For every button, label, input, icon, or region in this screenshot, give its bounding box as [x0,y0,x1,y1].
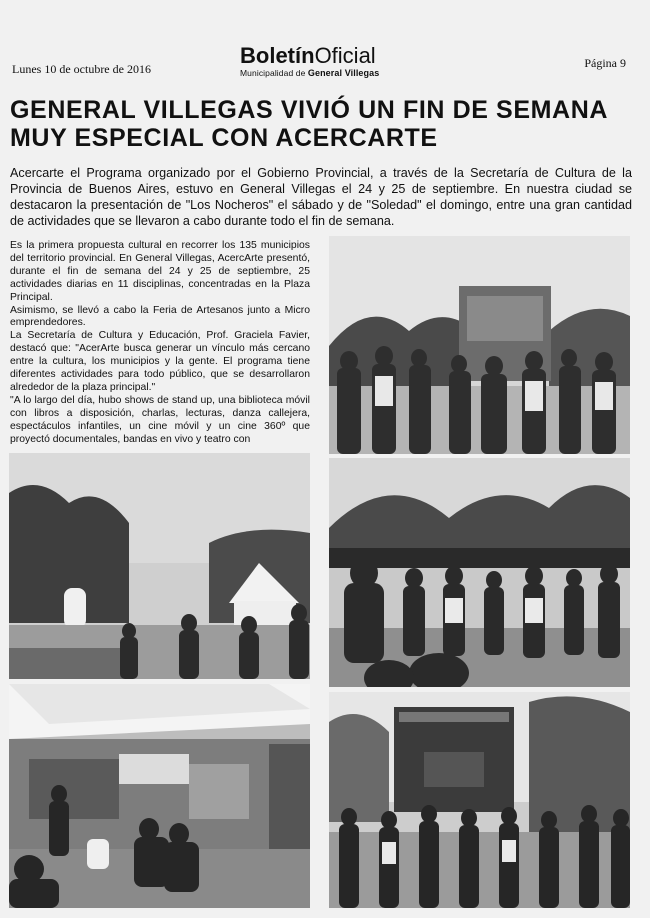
masthead-subtitle [240,68,400,78]
photo-dancing-crowd [329,458,630,687]
body-paragraph: Asimismo, se llevó a cabo la Feria de Artesanos junto a Micro emprendedores. [10,304,310,329]
masthead-subtitle-name: General Villegas [307,68,380,78]
photo-library-tent [9,684,310,908]
article-body [10,240,310,447]
masthead-subtitle-prefix: Municipalidad de [240,68,306,78]
article-headline: GENERAL VILLEGAS VIVIÓ UN FIN DE SEMANA MUY ESPECIAL CON ACERCARTE [10,96,608,152]
masthead-logo [240,44,400,78]
issue-date: Lunes 10 de octubre de 2016 [12,62,151,76]
article-lead: Acercarte el Programa organizado por el Gobierno Provincial, a través de la Secretaría de Cultura de la Provincia de Buenos Aires, estuvo en General Villegas el 24 y 25 de septiembre. En nuestra ciudad se destacaron la presentación de "Los Nocheros" el sábado y de "Soledad" el domingo, entre una gran cantidad de actividades que se llevaron a cabo durante todo el fin de semana. [10,166,632,228]
photo-stage-crowd [329,236,630,454]
body-paragraph: Es la primera propuesta cultural en recorrer los 135 municipios del territorio provincial. En General Villegas, AcercArte presentó, durante el fin de semana del 24 y 25 de septiembre, 25 actividades diarias en 11 disciplinas, concentradas en la Plaza Principal. [10,240,310,303]
masthead-title-bold: Boletín [240,43,315,68]
body-paragraph: La Secretaría de Cultura y Educación, Prof. Graciela Favier, destacó que: "AcerArte busca generar un vínculo más cercano entre la cultura, los municipios y la gente. El programa tiene diferentes actividades para todo público, que se desarrollaron alrededor de la plaza principal." [10,330,310,393]
photo-plaza-tents [9,453,310,679]
photo-concert-stage [329,692,630,908]
masthead-title-light: Oficial [314,43,376,68]
body-paragraph: "A lo largo del día, hubo shows de stand up, una biblioteca móvil con libros a disposición, charlas, lecturas, danza callejera, espectáculos infantiles, un cine móvil y un cine 360º que proyectó documentales, bandas en vivo y teatro con [10,394,310,445]
page-number: Página 9 [584,56,626,70]
masthead-title [240,44,400,68]
